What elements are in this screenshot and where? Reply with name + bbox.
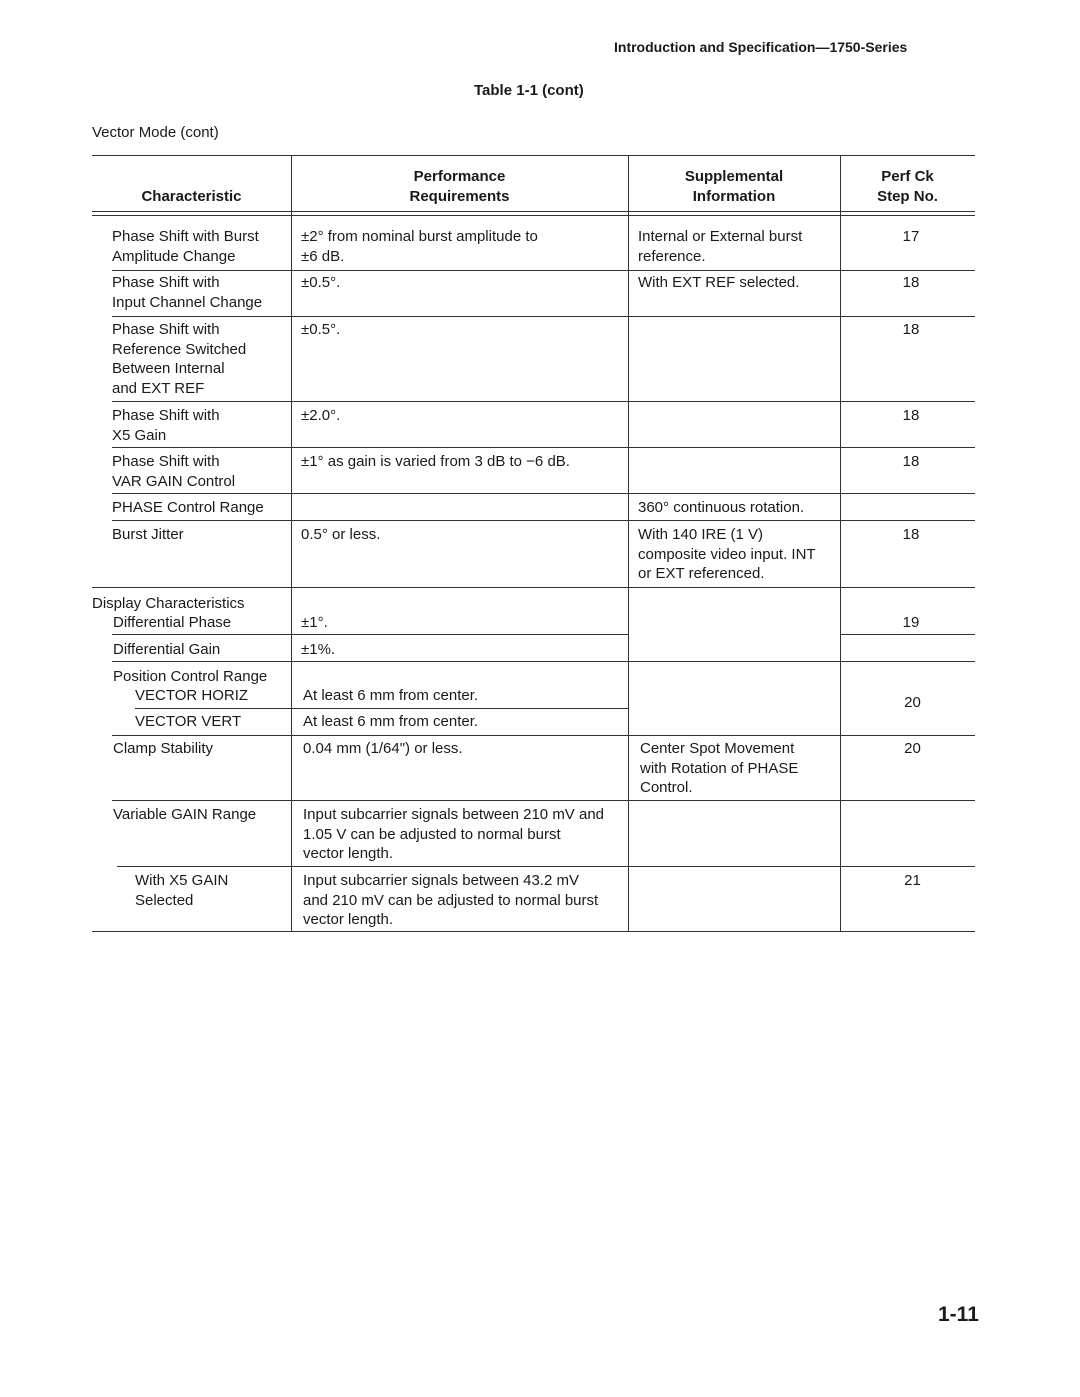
- performance-cell: ±2° from nominal burst amplitude to ±6 dB.: [301, 228, 538, 265]
- characteristic-cell: Phase Shift with X5 Gain: [112, 407, 220, 444]
- step-cell: 19: [902, 614, 920, 631]
- step-cell: 18: [902, 407, 920, 424]
- performance-cell: 0.5° or less.: [301, 526, 381, 543]
- characteristic-cell: Differential Gain: [113, 641, 221, 658]
- table-title: Table 1-1 (cont): [474, 82, 584, 99]
- step-cell: 20: [904, 740, 921, 757]
- characteristic-cell: Variable GAIN Range: [113, 806, 257, 823]
- column-header-characteristic: Characteristic: [141, 188, 242, 205]
- performance-cell: ±1°.: [301, 614, 328, 631]
- step-cell: 18: [902, 274, 920, 291]
- section-label: Vector Mode (cont): [92, 124, 219, 141]
- characteristic-cell: Differential Phase: [113, 614, 232, 631]
- supplemental-cell: Center Spot Movement with Rotation of PHASE Control.: [640, 740, 799, 797]
- supplemental-cell: With 140 IRE (1 V) composite video input. INT or EXT referenced.: [638, 526, 816, 583]
- step-cell: 21: [904, 872, 921, 889]
- step-cell: 17: [902, 228, 920, 245]
- step-cell: 18: [902, 321, 920, 338]
- position-control-heading: Position Control Range: [113, 668, 268, 685]
- step-cell: 18: [902, 526, 920, 543]
- characteristic-cell: VECTOR VERT: [135, 713, 242, 730]
- page-number: 1-11: [938, 1303, 979, 1326]
- supplemental-cell: With EXT REF selected.: [638, 274, 800, 291]
- characteristic-cell: Burst Jitter: [112, 526, 184, 543]
- characteristic-cell: PHASE Control Range: [112, 499, 264, 516]
- performance-cell: 0.04 mm (1/64") or less.: [303, 740, 463, 757]
- performance-cell: At least 6 mm from center.: [303, 713, 479, 730]
- display-characteristics-heading: Display Characteristics: [92, 595, 245, 612]
- characteristic-cell: VECTOR HORIZ: [135, 687, 249, 704]
- supplemental-cell: Internal or External burst reference.: [638, 228, 803, 265]
- performance-cell: Input subcarrier signals between 43.2 mV and 210 mV can be adjusted to normal burst vector length.: [303, 872, 599, 929]
- step-cell: 18: [902, 453, 920, 470]
- performance-cell: At least 6 mm from center.: [303, 687, 479, 704]
- characteristic-cell: Phase Shift with VAR GAIN Control: [112, 453, 236, 490]
- performance-cell: ±0.5°.: [301, 274, 341, 291]
- characteristic-cell: Phase Shift with Input Channel Change: [112, 274, 263, 311]
- column-header-step: Perf Ck Step No.: [877, 168, 938, 205]
- step-cell: 20: [904, 694, 921, 711]
- characteristic-cell: With X5 GAIN Selected: [135, 872, 229, 909]
- column-header-performance: Performance Requirements: [409, 168, 510, 205]
- characteristic-cell: Clamp Stability: [113, 740, 214, 757]
- supplemental-cell: 360° continuous rotation.: [638, 499, 805, 516]
- column-header-supplemental: Supplemental Information: [684, 168, 784, 205]
- performance-cell: ±1° as gain is varied from 3 dB to −6 dB.: [301, 453, 570, 470]
- performance-cell: ±2.0°.: [301, 407, 341, 424]
- performance-cell: ±1%.: [301, 641, 336, 658]
- running-header: Introduction and Specification—1750-Series: [614, 39, 908, 55]
- characteristic-cell: Phase Shift with Reference Switched Between Internal and EXT REF: [112, 321, 247, 397]
- performance-cell: ±0.5°.: [301, 321, 341, 338]
- characteristic-cell: Phase Shift with Burst Amplitude Change: [112, 228, 259, 265]
- performance-cell: Input subcarrier signals between 210 mV and 1.05 V can be adjusted to normal burst vector length.: [303, 806, 605, 863]
